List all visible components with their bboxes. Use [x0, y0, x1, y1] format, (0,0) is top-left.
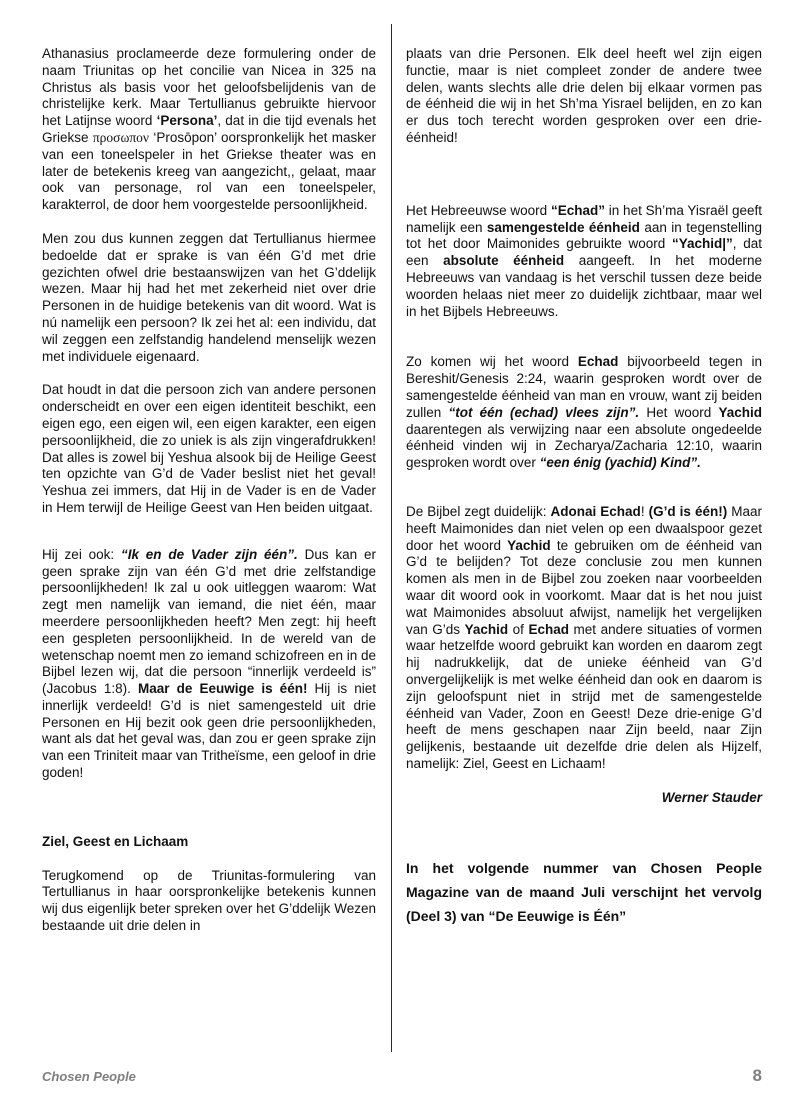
right-column — [406, 46, 762, 935]
paragraph: De Bijbel zegt duidelijk: Adonai Echad! (G’d is één!) Maar heeft Maimonides dan niet velen op een dwaalspoor gezet door het woord Yachid te gebruiken om de éénheid van G’d te belijden? Tot deze conclusie zou men kunnen komen als men in de Bijbel zou zoeken naar voorbeelden waar dit woord ook in voorkomt. Maar dat is het nou juist wat Maimonides absoluut afwijst, namelijk het vergelijken van G’ds Yachid of Echad met andere situaties of vormen waar hetzelfde woord gebruikt kan worden en daarom zegt hij nadrukkelijk, dat de unieke éénheid van G’d onvergelijkelijk is met welke éénheid dan ook en daarom is zijn geloofspunt niet in strijd met de samengestelde éénheid van Vader, Zoon en Geest! Deze drie-enige G’d heeft de mens geschapen naar Zijn beeld, naar Zijn gelijkenis, bestaande uit dezelfde drie delen als Hijzelf, namelijk: Ziel, Geest en Lichaam! — [406, 503, 763, 771]
page-footer — [42, 1068, 762, 1086]
article-body — [42, 46, 762, 935]
paragraph: Hij zei ook: “Ik en de Vader zijn één”. Dus kan er geen sprake zijn van één G’d met drie zelfstandige persoonlijkheden! Ik zal u ook uitleggen waarom: Wat zegt men namelijk van iemand, die niet één, maar meerdere persoonlijkheden heeft? Men zegt: hij heeft een gespleten persoonlijkheid. In de wereld van de wetenschap noemt men zo iemand schizofreen en in de Bijbel lezen wij, dat die persoon “innerlijk verdeeld is” (Jacobus 1:8). Maar de Eeuwige is één! Hij is niet innerlijk verdeeld! G’d is niet samengesteld uit drie Personen en Hij bezit ook geen drie persoonlijkheden, want als dat het geval was, dan zou er geen sprake zijn van een Triniteit maar van Tritheïsme, een geloof in drie goden! — [42, 546, 377, 781]
footer-brand: Chosen People — [42, 1069, 136, 1084]
page-number: 8 — [752, 1066, 762, 1085]
paragraph: Dat houdt in dat die persoon zich van andere personen onderscheidt en over een eigen identiteit beschikt, een eigen ego, een eigen wil, een eigen karakter, een eigen persoonlijkheid, die zo uniek is als zijn vingerafdrukken! Dat alles is zowel bij Yeshua alsook bij de Heilige Geest ten opzichte van G’d de Vader beslist niet het geval! Yeshua zei immers, dat Hij in de Vader is en de Vader in Hem terwijl de Heilige Geest van Hen beiden uitgaat. — [42, 382, 376, 515]
announcement: In het volgende nummer van Chosen People Magazine van de maand Juli verschijnt het vervolg (Deel 3) van “De Eeuwige is Één” — [406, 860, 762, 925]
paragraph: Men zou dus kunnen zeggen dat Tertullianus hiermee bedoelde dat er sprake is van één G’d met drie gezichten ofwel drie bestaanswijzen van het G’ddelijk wezen. Maar hij had het met zekerheid niet over drie Personen in de huidige betekenis van dit woord. Wat is nú namelijk een persoon? Ik zei het al: een individu, dat wil zeggen een zelfstandig handelend menselijk wezen met individuele eigenaard. — [42, 230, 376, 364]
section-heading: Ziel, Geest en Lichaam — [42, 833, 189, 849]
author-signature: Werner Stauder — [661, 789, 762, 805]
left-column — [42, 46, 376, 935]
paragraph: plaats van drie Personen. Elk deel heeft wel zijn eigen functie, maar is niet compleet zonder de andere twee delen, wants slechts alle drie delen bij elkaar vormen pas de éénheid die wij in het Sh’ma Yisrael belijden, en zo kan er dus toch terecht worden gesproken over een drie-éénheid! — [406, 46, 762, 145]
paragraph: Terugkomend op de Triunitas-formulering van Tertullianus in haar oorspronkelijke betekenis kunnen wij dus eigenlijk beter spreken over het G’ddelijk Wezen bestaande uit drie delen in — [42, 867, 376, 934]
paragraph: Athanasius proclameerde deze formulering onder de naam Triunitas op het concilie van Nicea in 325 na Christus als basis voor het geloofsbelijdenis van de christelijke kerk. Maar Tertullianus gebruikte hiervoor het Latijnse woord ‘Persona’, dat in die tijd evenals het Griekse προσωπον ‘Prosōpon’ oorspronkelijk het masker van een toneelspeler in het Griekse theater was en later de betekenis kreeg van aangezicht,, gelaat, maar ook van personage, rol van een toneelspeler, karakterrol, de door hem voorgestelde persoonlijkheid. — [42, 46, 376, 213]
greek-term: προσωπον — [92, 129, 149, 145]
paragraph: Het Hebreeuwse woord “Echad” in het Sh’ma Yisraël geeft namelijk een samengestelde éénheid aan in tegenstelling tot het door Maimonides gebruikte woord “Yachid|”, dat een absolute éénheid aangeeft. In het moderne Hebreeuws van vandaag is het verschil tussen deze beide woorden helaas niet meer zo duidelijk zichtbaar, maar wel in het Bijbels Hebreeuws. — [406, 202, 763, 319]
paragraph: Zo komen wij het woord Echad bijvoorbeeld tegen in Bereshit/Genesis 2:24, waarin gesproken wordt over de samengestelde éénheid van man en vrouw, want zij beiden zullen “tot één (echad) vlees zijn”. Het woord Yachid daarentegen als verwijzing naar een absolute ongedeelde éénheid vinden wij in Zecharya/Zacharia 12:10, waarin gesproken wordt over “een énig (yachid) Kind”. — [406, 354, 763, 471]
